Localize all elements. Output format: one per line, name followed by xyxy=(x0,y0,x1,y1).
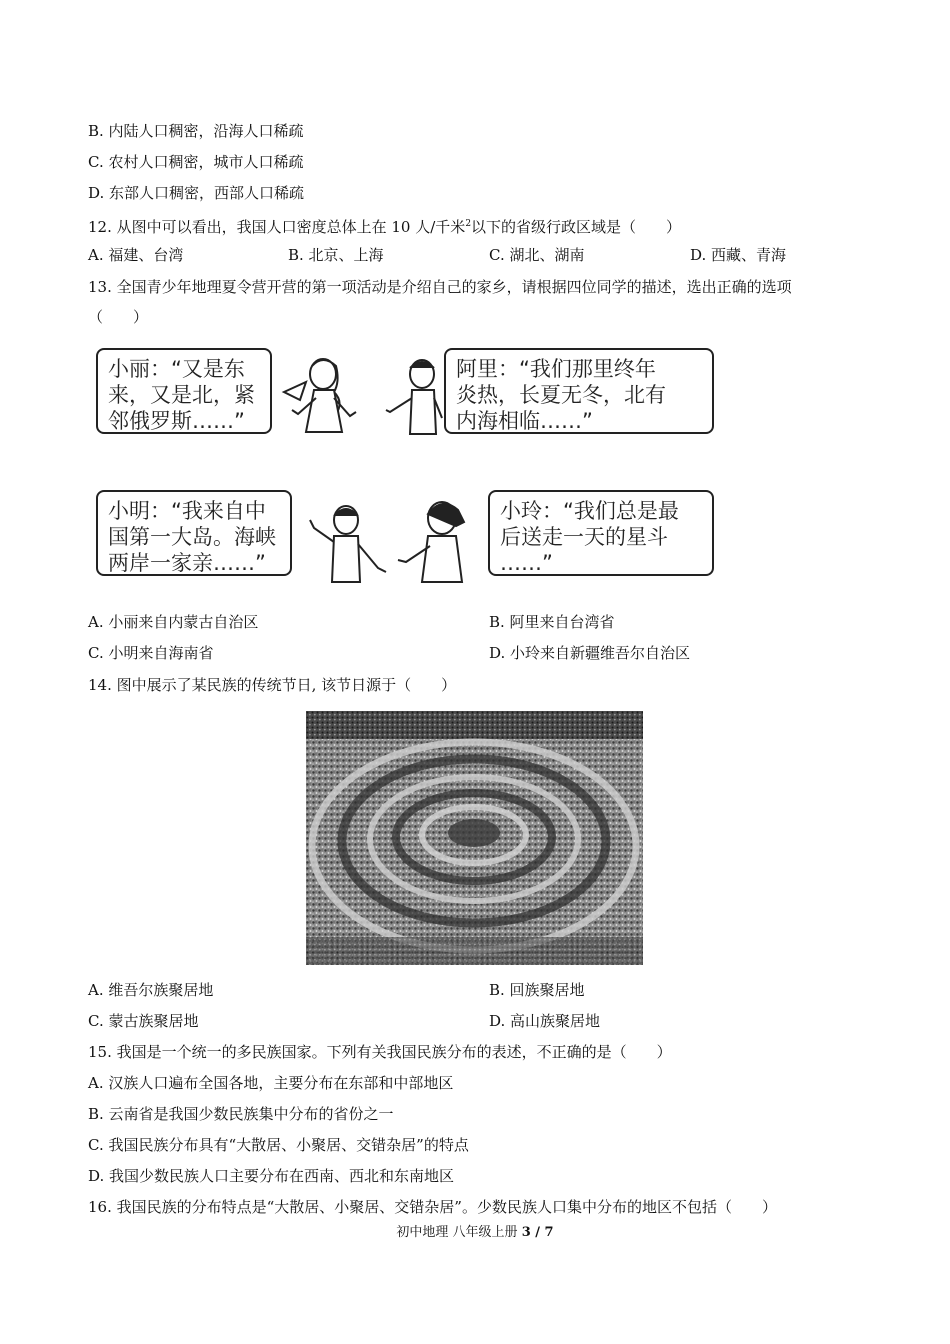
bubble-xiaoling-line1: 小玲：“我们总是最 xyxy=(500,499,679,523)
bubble-xiaoli-line2: 来，又是北，紧 xyxy=(108,383,255,407)
q15-option-d: D. 我国少数民族人口主要分布在西南、西北和东南地区 xyxy=(88,1167,455,1185)
bubble-xiaoming-line3: 两岸一家亲……” xyxy=(108,551,266,575)
bubble-xiaoling xyxy=(488,490,714,576)
bubble-xiaoling-line3: ……” xyxy=(500,551,553,575)
q12-option-c: C. 湖北、湖南 xyxy=(489,246,585,264)
q13-stem-line2: （ ） xyxy=(88,308,149,326)
q12-stem xyxy=(88,214,681,237)
bubble-ali xyxy=(444,348,714,434)
q12-stem-after: 以下的省级行政区域是（ ） xyxy=(471,218,682,236)
bubble-xiaoming xyxy=(96,490,292,576)
q11-option-c: C. 农村人口稠密，城市人口稀疏 xyxy=(88,153,304,171)
q15-option-b: B. 云南省是我国少数民族集中分布的省份之一 xyxy=(88,1105,394,1123)
page-number: 3 / 7 xyxy=(521,1225,554,1240)
q13-stem-line1: 13. 全国青少年地理夏令营开营的第一项活动是介绍自己的家乡，请根据四位同学的描述，选出正确的选项 xyxy=(88,278,792,296)
page-footer xyxy=(0,1224,950,1242)
q14-stem: 14. 图中展示了某民族的传统节日, 该节日源于（ ） xyxy=(88,676,457,694)
q14-option-a: A. 维吾尔族聚居地 xyxy=(88,981,214,999)
q12-option-d: D. 西藏、青海 xyxy=(690,246,787,264)
q13-option-d: D. 小玲来自新疆维吾尔自治区 xyxy=(489,644,691,662)
q13-option-c: C. 小明来自海南省 xyxy=(88,644,214,662)
q14-option-c: C. 蒙古族聚居地 xyxy=(88,1012,199,1030)
q15-stem: 15. 我国是一个统一的多民族国家。下列有关我国民族分布的表述，不正确的是（ ） xyxy=(88,1043,672,1061)
festival-crowd-photo xyxy=(306,711,643,965)
q12-option-b: B. 北京、上海 xyxy=(288,246,384,264)
q12-superscript: 2 xyxy=(465,219,472,229)
q14-option-b: B. 回族聚居地 xyxy=(489,981,585,999)
footer-text: 初中地理 八年级上册 xyxy=(396,1225,522,1240)
q12-option-a: A. 福建、台湾 xyxy=(88,246,184,264)
girl-xiaoling-illustration xyxy=(392,492,482,588)
bubble-xiaoming-line1: 小明：“我来自中 xyxy=(108,499,266,523)
bubble-xiaoling-line2: 后送走一天的星斗 xyxy=(500,525,668,549)
q15-option-c: C. 我国民族分布具有“大散居、小聚居、交错杂居”的特点 xyxy=(88,1136,469,1154)
q14-option-d: D. 高山族聚居地 xyxy=(489,1012,601,1030)
girl-xiaoli-illustration xyxy=(278,352,378,442)
q16-stem: 16. 我国民族的分布特点是“大散居、小聚居、交错杂居”。少数民族人口集中分布的地区不包括（ ） xyxy=(88,1198,777,1216)
bubble-xiaoli-line3: 邻俄罗斯……” xyxy=(108,409,245,433)
bubble-ali-line3: 内海相临……” xyxy=(456,409,593,433)
bubble-xiaoming-line2: 国第一大岛。海峡 xyxy=(108,525,276,549)
q11-option-b: B. 内陆人口稠密，沿海人口稀疏 xyxy=(88,122,304,140)
q15-option-a: A. 汉族人口遍布全国各地，主要分布在东部和中部地区 xyxy=(88,1074,454,1092)
q13-option-a: A. 小丽来自内蒙古自治区 xyxy=(88,613,259,631)
bubble-xiaoli-line1: 小丽：“又是东 xyxy=(108,357,245,381)
bubble-xiaoli xyxy=(96,348,272,434)
q13-option-b: B. 阿里来自台湾省 xyxy=(489,613,615,631)
bubble-ali-line2: 炎热，长夏无冬，北有 xyxy=(456,383,666,407)
bubble-ali-line1: 阿里：“我们那里终年 xyxy=(456,357,656,381)
boy-xiaoming-illustration xyxy=(300,498,390,590)
q13-comic xyxy=(92,342,720,598)
q12-stem-before: 12. 从图中可以看出，我国人口密度总体上在 10 人/千米 xyxy=(88,218,466,236)
q11-option-d: D. 东部人口稠密，西部人口稀疏 xyxy=(88,184,305,202)
